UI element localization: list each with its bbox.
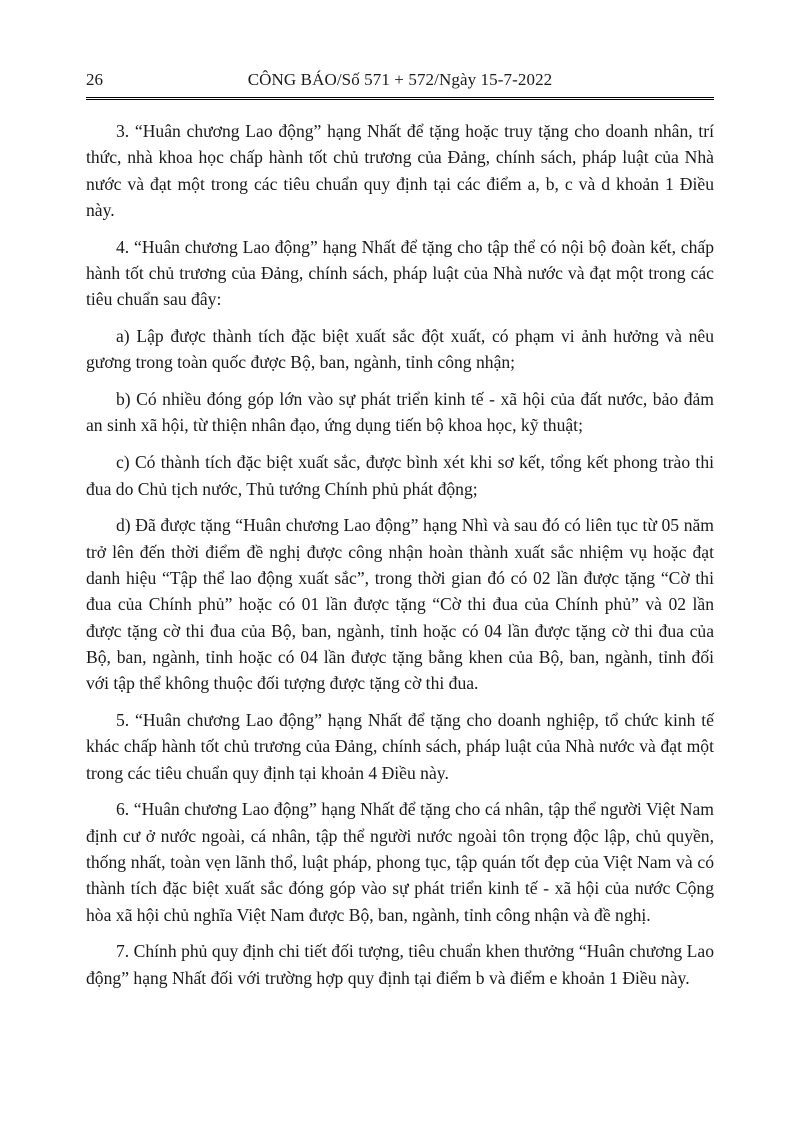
document-page xyxy=(86,66,714,1001)
page-header xyxy=(86,66,714,94)
document-body xyxy=(86,118,714,991)
paragraph-item-b: b) Có nhiều đóng góp lớn vào sự phát triển kinh tế - xã hội của đất nước, bảo đảm an sinh xã hội, từ thiện nhân đạo, ứng dụng tiến bộ khoa học, kỹ thuật; xyxy=(86,389,714,436)
paragraph-clause-4: 4. “Huân chương Lao động” hạng Nhất để tặng cho tập thể có nội bộ đoàn kết, chấp hành tốt chủ trương của Đảng, chính sách, pháp luật của Nhà nước và đạt một trong các tiêu chuẩn sau đây: xyxy=(86,236,714,310)
paragraph-clause-7: 7. Chính phủ quy định chi tiết đối tượng, tiêu chuẩn khen thưởng “Huân chương Lao động” hạng Nhất đối với trường hợp quy định tại điểm b và điểm e khoản 1 Điều này. xyxy=(86,941,714,988)
paragraph-item-d: d) Đã được tặng “Huân chương Lao động” hạng Nhì và sau đó có liên tục từ 05 năm trở lên đến thời điểm đề nghị được công nhận hoàn thành xuất sắc nhiệm vụ hoặc đạt danh hiệu “Tập thể lao động xuất sắc”, trong thời gian đó có 02 lần được tặng “Cờ thi đua của Chính phủ” hoặc có 01 lần được tặng “Cờ thi đua của Chính phủ” và 02 lần được tặng cờ thi đua của Bộ, ban, ngành, tỉnh hoặc có 04 lần được tặng cờ thi đua của Bộ, ban, ngành, tỉnh hoặc có 04 lần được tặng bằng khen của Bộ, ban, ngành, tỉnh đối với tập thể không thuộc đối tượng được tặng cờ thi đua. xyxy=(86,515,714,694)
paragraph-clause-5: 5. “Huân chương Lao động” hạng Nhất để tặng cho doanh nghiệp, tổ chức kinh tế khác chấp hành tốt chủ trương của Đảng, chính sách, pháp luật của Nhà nước và đạt một trong các tiêu chuẩn quy định tại khoản 4 Điều này. xyxy=(86,709,714,783)
paragraph-clause-6: 6. “Huân chương Lao động” hạng Nhất để tặng cho cá nhân, tập thể người Việt Nam định cư ở nước ngoài, cá nhân, tập thể người nước ngoài tôn trọng độc lập, chủ quyền, thống nhất, toàn vẹn lãnh thổ, luật pháp, phong tục, tập quán tốt đẹp của Việt Nam và có thành tích đặc biệt xuất sắc đóng góp vào sự phát triển kinh tế - xã hội của nước Cộng hòa xã hội chủ nghĩa Việt Nam được Bộ, ban, ngành, tỉnh công nhận và đề nghị. xyxy=(86,799,714,925)
page-number: 26 xyxy=(86,70,103,89)
gazette-title: CÔNG BÁO/Số 571 + 572/Ngày 15-7-2022 xyxy=(247,70,553,89)
paragraph-clause-3: 3. “Huân chương Lao động” hạng Nhất để tặng hoặc truy tặng cho doanh nhân, trí thức, nhà khoa học chấp hành tốt chủ trương của Đảng, chính sách, pháp luật của Nhà nước và đạt một trong các tiêu chuẩn quy định tại các điểm a, b, c và d khoản 1 Điều này. xyxy=(86,121,714,220)
paragraph-item-a: a) Lập được thành tích đặc biệt xuất sắc đột xuất, có phạm vi ảnh hưởng và nêu gương trong toàn quốc được Bộ, ban, ngành, tỉnh công nhận; xyxy=(86,326,714,373)
paragraph-item-c: c) Có thành tích đặc biệt xuất sắc, được bình xét khi sơ kết, tổng kết phong trào thi đua do Chủ tịch nước, Thủ tướng Chính phủ phát động; xyxy=(86,452,714,499)
header-double-rule xyxy=(86,97,714,100)
